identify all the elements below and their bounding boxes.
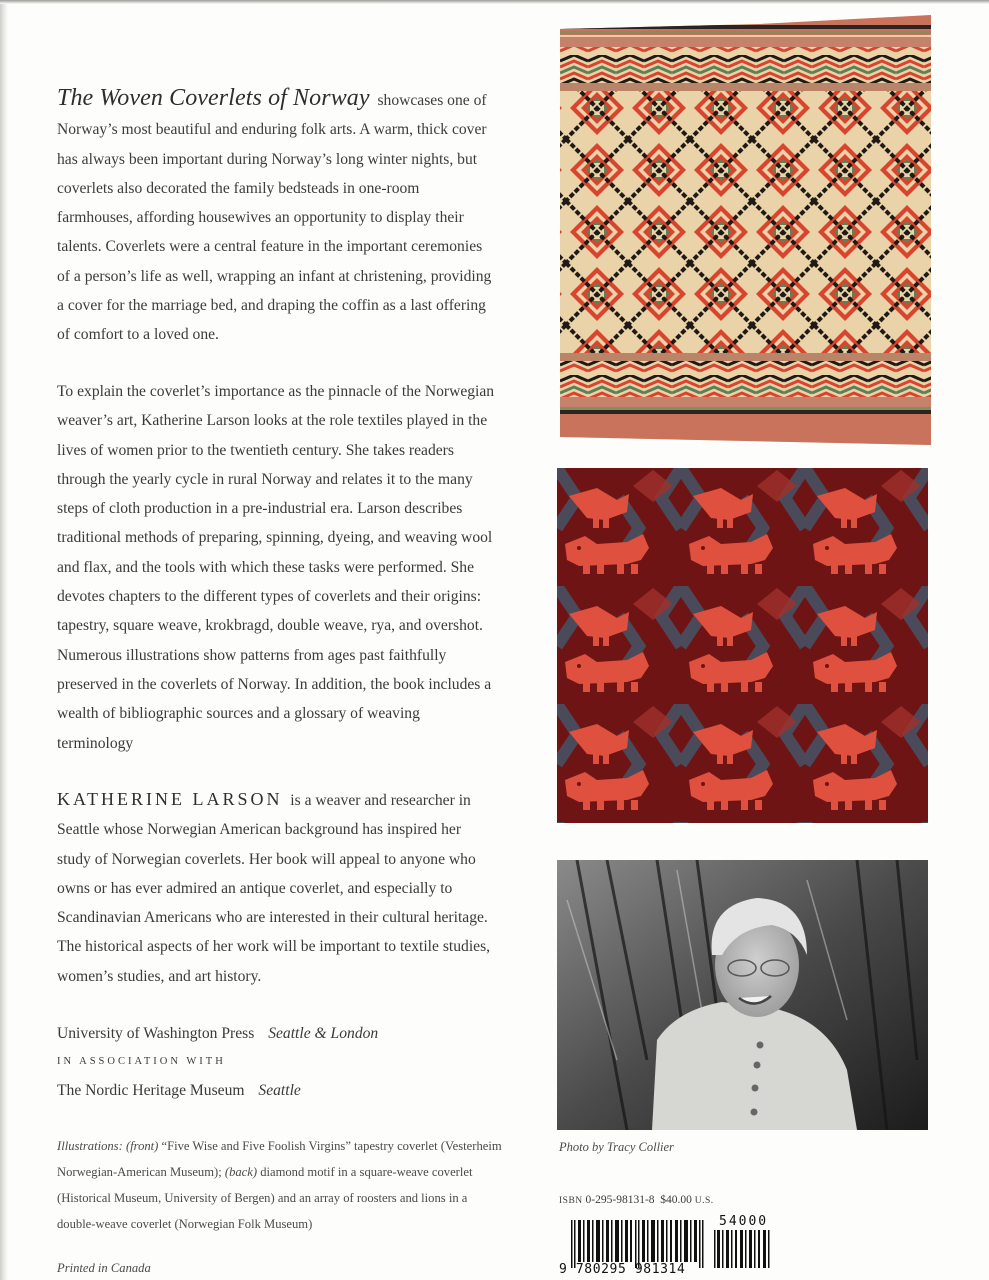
publisher-block xyxy=(57,1019,517,1105)
description-text: To explain the coverlet’s importance as the pinnacle of the Norwegian weaver’s art, Katherine Larson looks at the role textiles played in the lives of women prior to the twentieth century. She takes readers through the yearly cycle in rural Norway and relates it to the many steps of cloth production in a pre-industrial era. Larson describes traditional methods of preparing, spinning, dyeing, and weaving wool and flax, and the tools with which these tasks were performed. She devotes chapters to the different types of coverlets and their origins: tapestry, square weave, krokbragd, double weave, rya, and overshot. Numerous illustrations show patterns from ages past faithfully preserved in the coverlets of Norway. In addition, the book includes a wealth of bibliographic sources and a glossary of weaving terminology xyxy=(57,383,495,752)
page-top-shadow xyxy=(0,0,989,4)
addon-digits: 54000 xyxy=(719,1214,769,1229)
barcode xyxy=(559,1214,799,1280)
association-label: IN ASSOCIATION WITH xyxy=(57,1056,226,1067)
price-currency: U.S. xyxy=(694,1196,714,1206)
illustrations-credit xyxy=(57,1133,507,1237)
price: $40.00 xyxy=(660,1194,692,1206)
printed-in: Printed in Canada xyxy=(57,1261,151,1275)
back-text: diamond motif in a square-weave coverlet (Historical Museum, University of Bergen) and an array of roosters and lions in a double-weave coverlet (Norwegian Folk Museum) xyxy=(57,1165,473,1231)
intro-text-block xyxy=(57,84,497,350)
book-title: The Woven Coverlets of Norway xyxy=(57,85,370,111)
illustrations-label: Illustrations: xyxy=(57,1139,123,1153)
coverlet-pattern-icon xyxy=(560,15,931,445)
author-name: KATHERINE LARSON xyxy=(57,789,283,809)
partner-row xyxy=(57,1076,517,1105)
intro-paragraph xyxy=(57,84,497,350)
isbn-number: 0-295-98131-8 xyxy=(585,1194,655,1206)
page-edge-shadow xyxy=(0,0,8,1280)
isbn-label: ISBN xyxy=(559,1196,583,1206)
roosters-lions-pattern-icon xyxy=(557,468,928,823)
publisher-name: University of Washington Press xyxy=(57,1025,255,1042)
photo-credit: Photo by Tracy Collier xyxy=(559,1140,674,1154)
publisher-location: Seattle & London xyxy=(268,1025,379,1042)
intro-text: showcases one of Norway’s most beautiful and enduring folk arts. A warm, thick cover has always been important during Norway’s long winter nights, but coverlets also decorated the family bedsteads in one-room farmhouses, affording housewives an opportunity to display their talents. Coverlets were a central feature in the important ceremonies of a person’s life as well, wrapping an infant at christening, providing a cover for the marriage bed, and draping the coffin as a last offering of comfort to a loved one. xyxy=(57,92,492,344)
description-paragraph xyxy=(57,377,497,758)
author-bio-text: is a weaver and researcher in Seattle whose Norwegian American background has inspired her study of Norwegian coverlets. Her book will appeal to anyone who owns or has ever admired an antique coverlet, and especially to Scandinavian Americans who are interested in their cultural heritage. The historical aspects of her work will be important to textile studies, women’s studies, and art history. xyxy=(57,792,491,985)
front-label: (front) xyxy=(125,1139,159,1153)
author-portrait-icon xyxy=(557,860,928,1130)
back-label: (back) xyxy=(224,1165,258,1179)
partner-location: Seattle xyxy=(258,1082,301,1099)
author-bio xyxy=(57,785,497,991)
isbn-price-line xyxy=(559,1194,714,1206)
publisher-row xyxy=(57,1019,517,1048)
double-weave-image xyxy=(557,468,928,823)
partner-name: The Nordic Heritage Museum xyxy=(57,1082,245,1099)
coverlet-image xyxy=(560,15,931,445)
barcode-digits: 9 780295 981314 xyxy=(559,1262,686,1277)
author-bio-text-block xyxy=(57,785,497,991)
author-photo xyxy=(557,860,928,1130)
front-text: “Five Wise and Five Foolish Virgins” tapestry coverlet (Vesterheim Norwegian-American Museum); xyxy=(57,1139,502,1179)
